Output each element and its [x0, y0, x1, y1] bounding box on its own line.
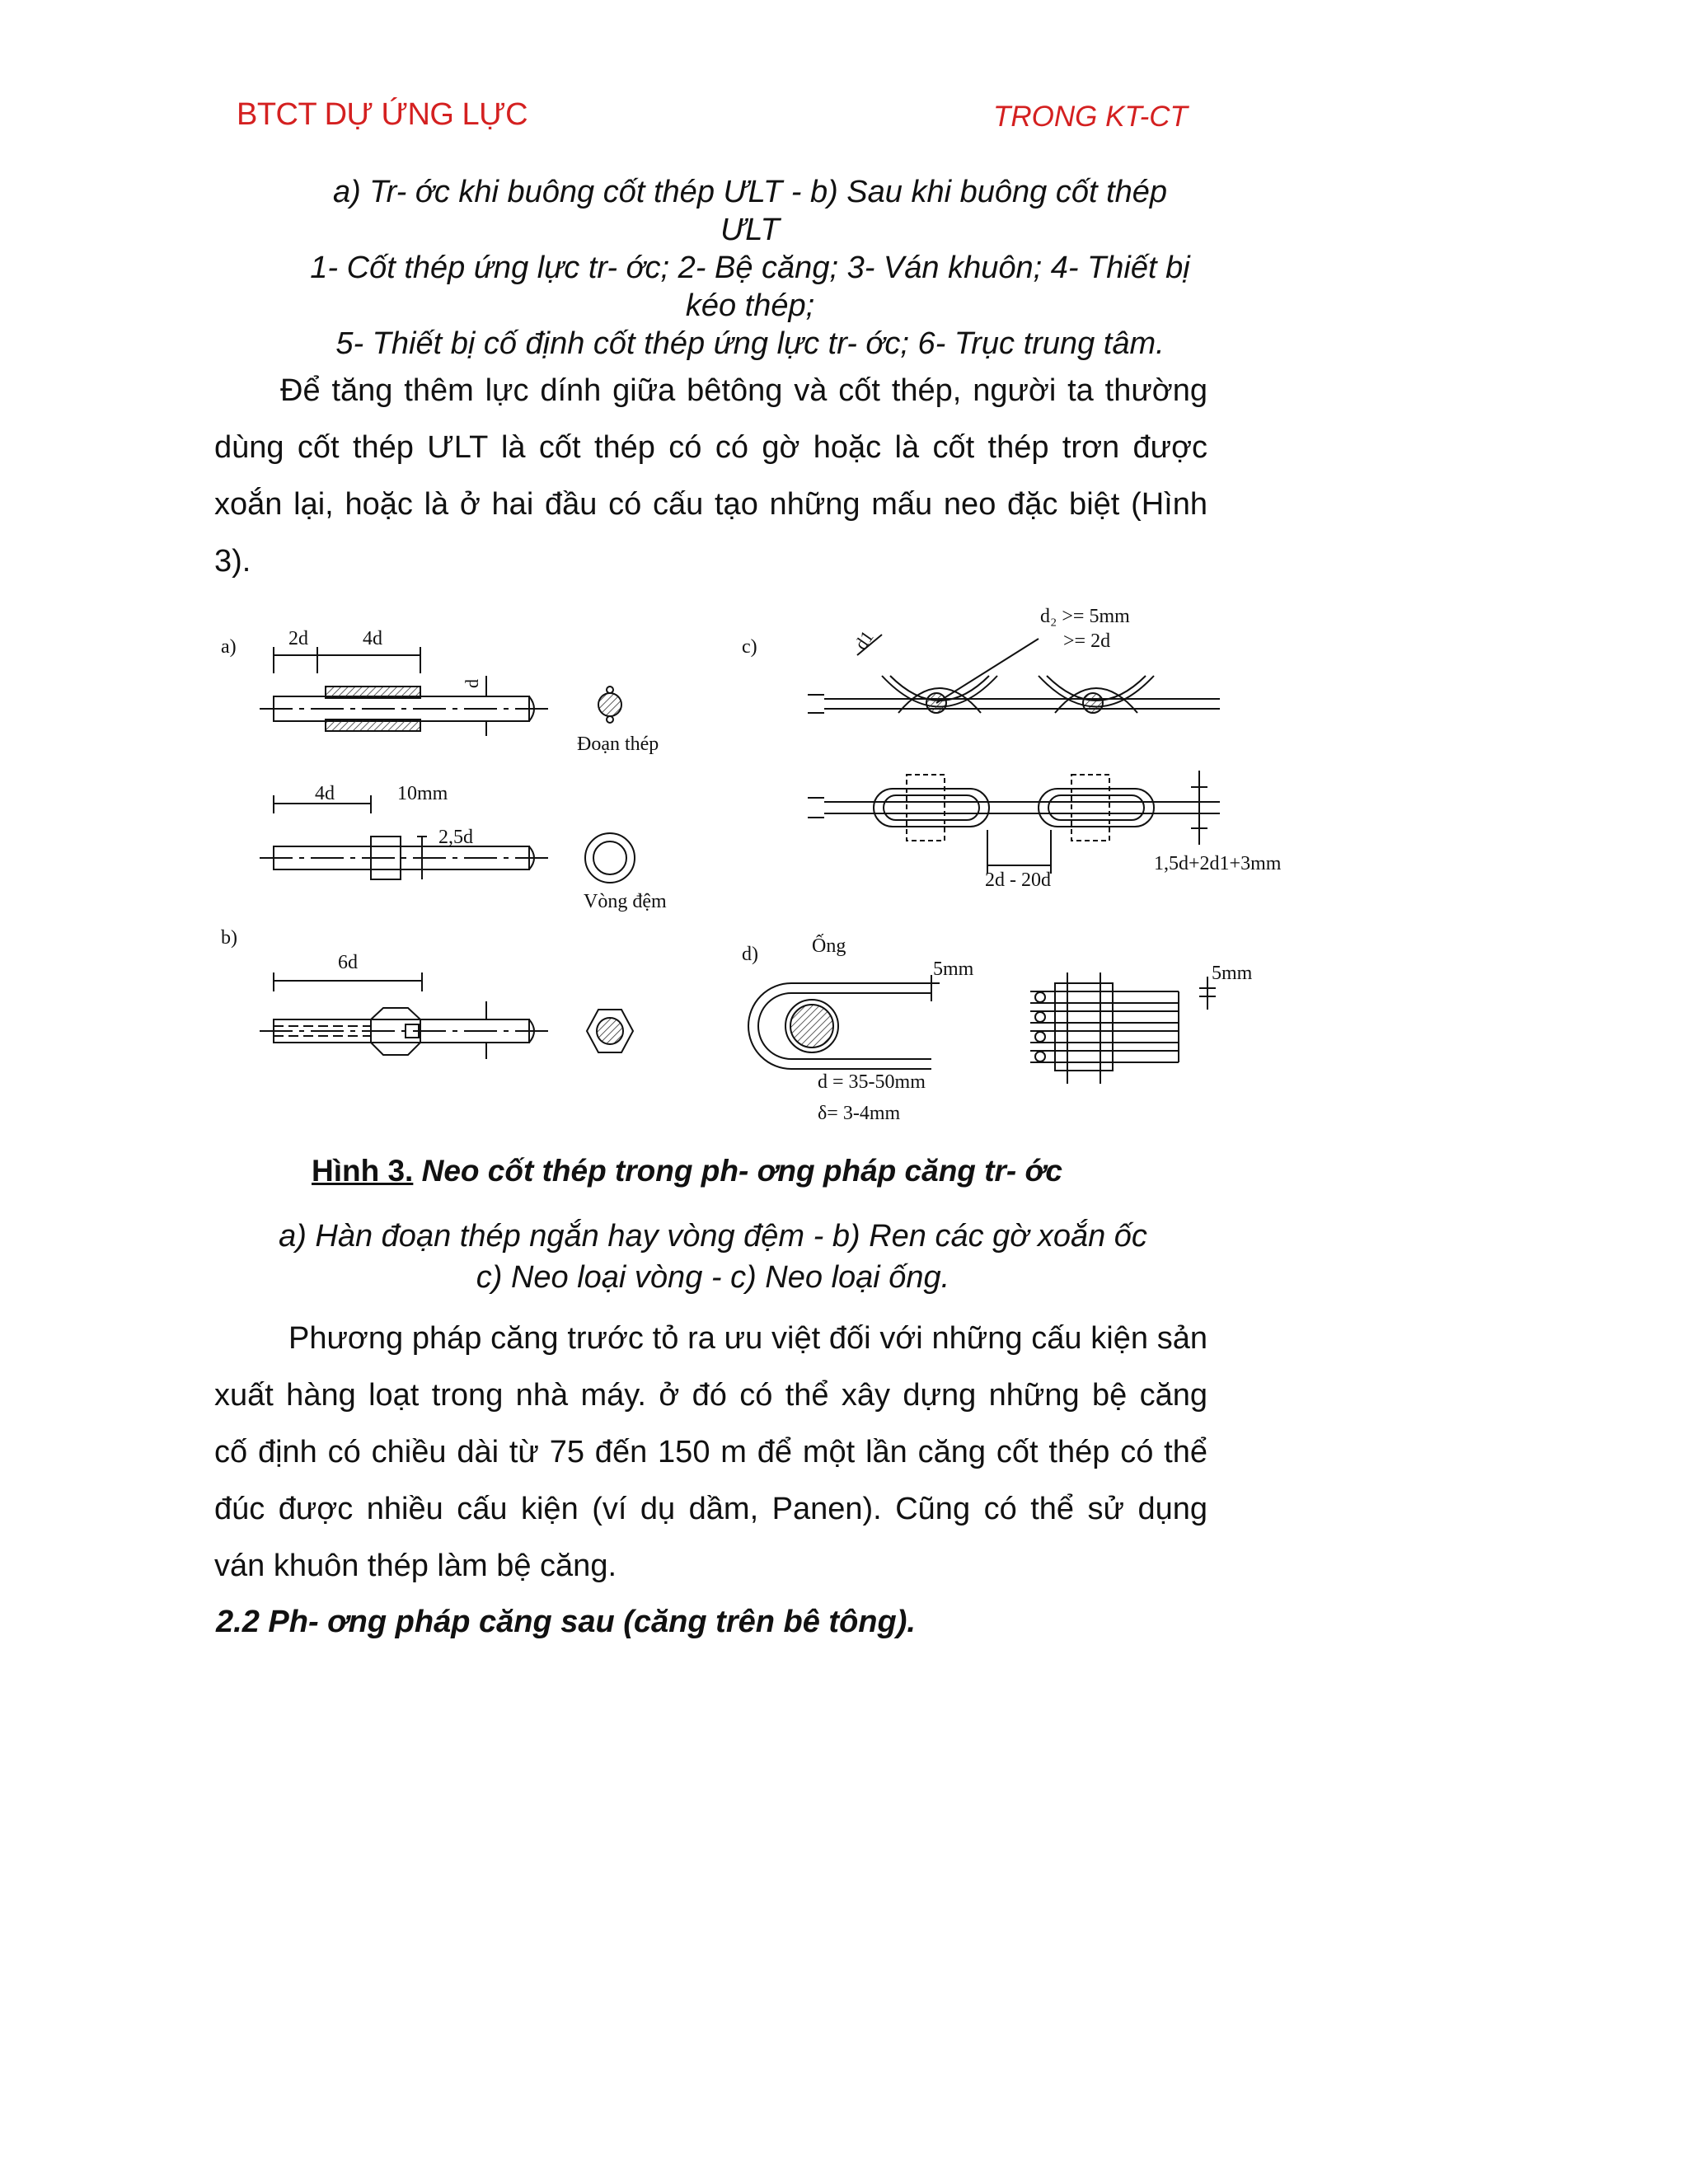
- figure-number: Hình 3.: [312, 1154, 414, 1188]
- dim-formula: 1,5d+2d1+3mm: [1154, 853, 1282, 874]
- paragraph-line: Phương pháp căng trước tỏ ra ưu việt đối với những cấu kiện sản: [288, 1321, 1207, 1356]
- figure-3-drawing: [206, 598, 1311, 1133]
- caption-top-line: 1- Cốt thép ứng lực tr- ớc; 2- Bệ căng; 3- Ván khuôn; 4- Thiết bị: [310, 251, 1190, 285]
- paragraph-1: [214, 363, 1207, 590]
- caption-bottom: [206, 1216, 1220, 1298]
- header-title-right: TRONG KT-CT: [993, 101, 1188, 133]
- caption-top-line: kéo thép;: [685, 288, 815, 323]
- dim-4d-mid: 4d: [315, 783, 335, 804]
- dim-2d: 2d: [288, 628, 308, 649]
- dim-2d-20d: 2d - 20d: [985, 869, 1051, 891]
- caption-top-line: ƯLT: [720, 213, 780, 247]
- figure-title-text: Neo cốt thép trong ph- ơng pháp căng tr- ớc: [421, 1154, 1062, 1188]
- label-d2-line2: >= 2d: [1063, 630, 1111, 652]
- dim-10mm: 10mm: [397, 783, 448, 804]
- label-d1: d1: [850, 626, 878, 654]
- label-c: c): [742, 636, 757, 658]
- paragraph-line: xuất hàng loạt trong nhà máy. ở đó có thể xây dựng những bệ căng: [214, 1378, 1207, 1413]
- paragraph-line: ván khuôn thép làm bệ căng.: [214, 1549, 617, 1583]
- label-d: d): [742, 944, 758, 965]
- dim-6d: 6d: [338, 952, 358, 973]
- caption-bottom-line: c) Neo loại vòng - c) Neo loại ống.: [476, 1260, 950, 1295]
- figure-title: [312, 1154, 1062, 1188]
- paragraph-line: 3).: [214, 544, 251, 579]
- paragraph-line: dùng cốt thép ƯLT là cốt thép có có gờ hoặc là cốt thép trơn được: [214, 430, 1207, 465]
- caption-bottom-line: a) Hàn đoạn thép ngắn hay vòng đệm - b) Ren các gờ xoắn ốc: [279, 1219, 1147, 1254]
- anchor-tube: [748, 972, 1216, 1084]
- label-b: b): [221, 927, 237, 949]
- caption-top-line: 5- Thiết bị cố định cốt thép ứng lực tr- ớc; 6- Trục trung tâm.: [335, 326, 1165, 361]
- label-vong-dem: Vòng đệm: [584, 891, 667, 912]
- paragraph-line: Để tăng thêm lực dính giữa bêtông và cốt thép, người ta thường: [280, 373, 1207, 408]
- dim-d-range: d = 35-50mm: [818, 1071, 926, 1093]
- header-title-left: BTCT DỰ ỨNG LỰC: [237, 97, 528, 132]
- dim-d: d: [462, 679, 482, 688]
- dim-5mm-a: 5mm: [933, 958, 974, 980]
- label-doan-thep: Đoạn thép: [577, 733, 659, 755]
- paragraph-line: xoắn lại, hoặc là ở hai đầu có cấu tạo những mấu neo đặc biệt (Hình: [214, 487, 1207, 522]
- label-a: a): [221, 636, 237, 658]
- anchor-threaded: [260, 972, 633, 1059]
- paragraph-line: cố định có chiều dài từ 75 đến 150 m để một lần căng cốt thép có thể: [214, 1435, 1207, 1469]
- dim-4d: 4d: [363, 628, 382, 649]
- section-heading: 2.2 Ph- ơng pháp căng sau (căng trên bê tông).: [216, 1605, 916, 1639]
- label-ong: Ống: [812, 935, 846, 957]
- paragraph-2: [214, 1310, 1207, 1595]
- caption-top: [247, 173, 1253, 363]
- dim-2-5d: 2,5d: [438, 827, 473, 848]
- paragraph-line: đúc được nhiều cấu kiện (ví dụ dầm, Panen). Cũng có thể sử dụng: [214, 1492, 1207, 1526]
- caption-top-line: a) Tr- ớc khi buông cốt thép ƯLT - b) Sau khi buông cốt thép: [332, 175, 1168, 209]
- label-d2-line1: d₂ >= 5mm: [1040, 606, 1130, 627]
- dim-5mm-b: 5mm: [1212, 963, 1253, 984]
- anchor-welded-bars: [260, 647, 621, 736]
- dim-delta: δ= 3-4mm: [818, 1103, 901, 1124]
